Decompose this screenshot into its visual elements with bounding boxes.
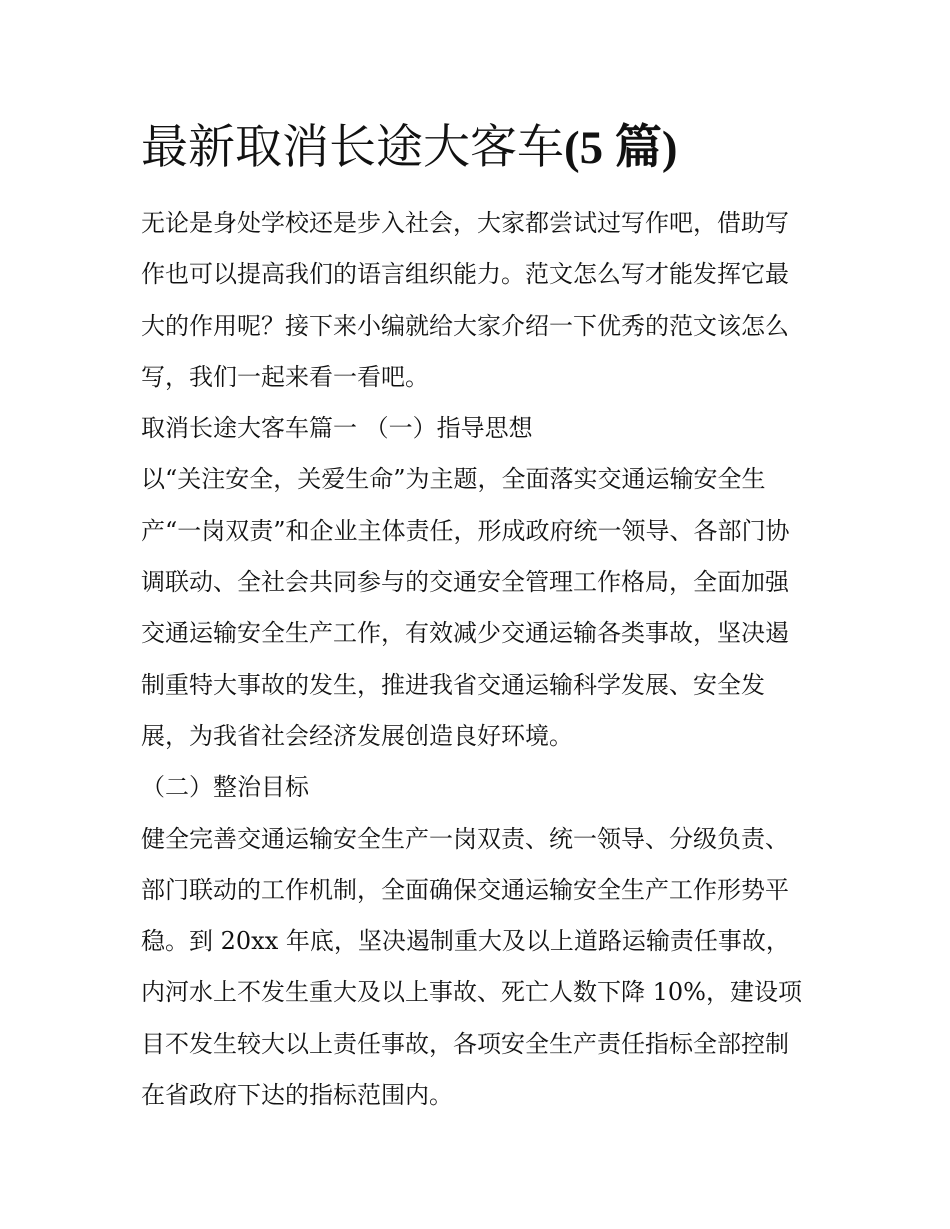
guiding-line-6: 展，为我省社会经济发展创造良好环境。 bbox=[141, 721, 573, 750]
targets-line-4: 内河水上不发生重大及以上事故、死亡人数下降 10%，建设项 bbox=[141, 978, 802, 1007]
intro-line-4: 写，我们一起来看一看吧。 bbox=[141, 362, 429, 391]
targets-line-3: 稳。到 20xx 年底，坚决遏制重大及以上道路运输责任事故， bbox=[141, 927, 790, 956]
document-content bbox=[141, 118, 816, 1121]
guiding-line-2: 产“一岗双责”和企业主体责任，形成政府统一领导、各部门协 bbox=[141, 516, 790, 545]
document-body bbox=[141, 198, 816, 1121]
document-title bbox=[141, 118, 816, 178]
targets-line-6: 在省政府下达的指标范围内。 bbox=[141, 1081, 453, 1110]
targets-line-5: 目不发生较大以上责任事故，各项安全生产责任指标全部控制 bbox=[141, 1029, 789, 1058]
guiding-line-5: 制重特大事故的发生，推进我省交通运输科学发展、安全发 bbox=[141, 670, 765, 699]
section-heading-guiding: 取消长途大客车篇一 （一）指导思想 bbox=[141, 414, 533, 443]
intro-line-3: 大的作用呢？接下来小编就给大家介绍一下优秀的范文该怎么 bbox=[141, 311, 789, 340]
section-heading-targets: （二）整治目标 bbox=[141, 773, 309, 802]
guiding-line-3: 调联动、全社会共同参与的交通安全管理工作格局，全面加强 bbox=[141, 568, 789, 597]
targets-line-2: 部门联动的工作机制，全面确保交通运输安全生产工作形势平 bbox=[141, 875, 789, 904]
guiding-line-4: 交通运输安全生产工作，有效减少交通运输各类事故，坚决遏 bbox=[141, 619, 789, 648]
guiding-line-1: 以“关注安全，关爱生命”为主题，全面落实交通运输安全生 bbox=[141, 465, 766, 494]
title-count: (5 篇) bbox=[564, 122, 678, 174]
targets-line-1: 健全完善交通运输安全生产一岗双责、统一领导、分级负责、 bbox=[141, 824, 789, 853]
intro-line-1: 无论是身处学校还是步入社会，大家都尝试过写作吧，借助写 bbox=[141, 209, 789, 237]
intro-line-2: 作也可以提高我们的语言组织能力。范文怎么写才能发挥它最 bbox=[141, 260, 789, 289]
title-chinese: 最新取消长途大客车 bbox=[141, 120, 564, 175]
